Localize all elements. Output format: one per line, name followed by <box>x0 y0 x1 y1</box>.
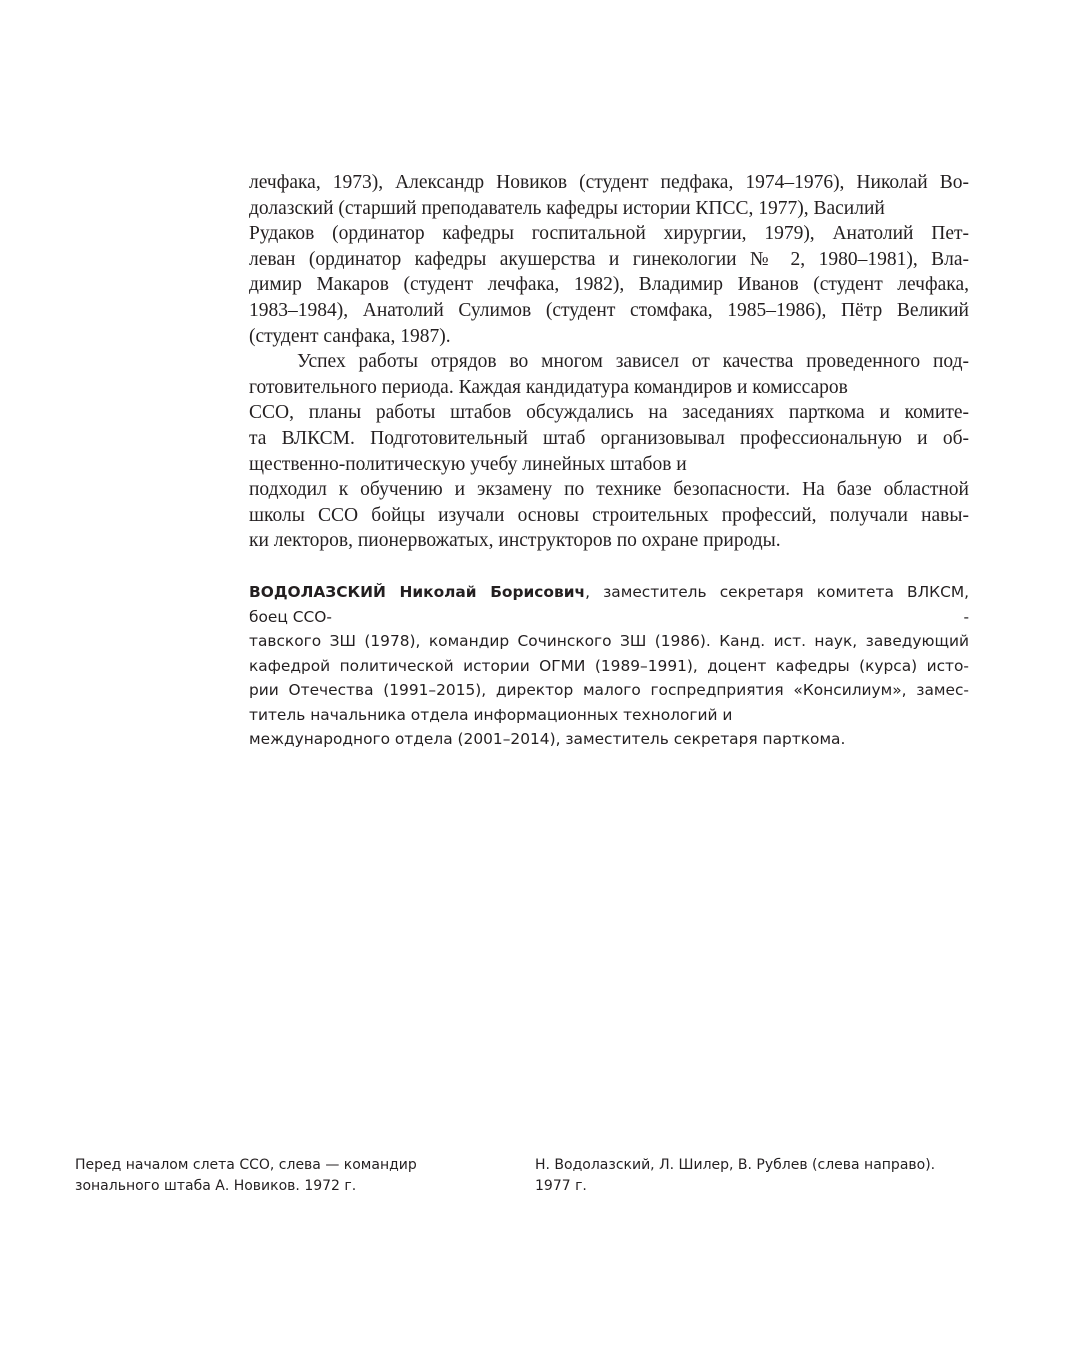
main-text-block <box>249 170 969 554</box>
text-line: Рудаков (ординатор кафедры госпитальной хирургии, 1979), Анатолий Пет- <box>249 223 969 245</box>
bio-hyphen: - <box>963 607 969 626</box>
text-line: леван (ординатор кафедры акушерства и гинекологии № 2, 1980–1981), Вла- <box>249 248 969 270</box>
photo-caption-left <box>75 1155 475 1197</box>
caption-line: Н. Водолазский, Л. Шилер, В. Рублев (слева направо). <box>535 1157 936 1173</box>
text-line: школы ССО бойцы изучали основы строительных профессий, получали навы- <box>249 504 969 526</box>
bio-line: рии Отечества (1991–2015), директор малого госпредприятия «Консилиум», замес- <box>249 681 969 699</box>
caption-line: Перед началом слета ССО, слева — командир <box>75 1157 417 1173</box>
bio-block <box>249 580 969 752</box>
bio-line: тавского ЗШ (1978), командир Сочинского ЗШ (1986). Канд. ист. наук, заведующий <box>249 632 969 650</box>
text-line: та ВЛКСМ. Подготовительный штаб организовывал профессиональную и об- <box>249 427 969 449</box>
text-line: 1983–1984), Анатолий Сулимов (студент стомфака, 1985–1986), Пётр Великий <box>249 299 969 321</box>
text-line: ССО, планы работы штабов обсуждались на заседаниях парткома и комите- <box>249 402 969 424</box>
bio-name: ВОДОЛАЗСКИЙ Николай Борисович <box>249 583 586 601</box>
text-line: готовительного периода. Каждая кандидатура командиров и комиссаров <box>249 376 848 398</box>
text-line: долазский (старший преподаватель кафедры истории КПСС, 1977), Василий <box>249 197 885 219</box>
text-line: димир Макаров (студент лечфака, 1982), Владимир Иванов (студент лечфака, <box>249 274 969 296</box>
photo-caption-right <box>535 1155 975 1197</box>
text-line: щественно-политическую учебу линейных штабов и <box>249 453 687 475</box>
bio-line: кафедрой политической истории ОГМИ (1989–1991), доцент кафедры (курса) исто- <box>249 656 969 675</box>
bio-text: , заместитель секретаря комитета ВЛКСМ, <box>585 583 970 601</box>
bio-line: международного отдела (2001–2014), заместитель секретаря парткома. <box>249 730 846 748</box>
text-line: лечфака, 1973), Александр Новиков (студент педфака, 1974–1976), Николай Во- <box>249 172 969 193</box>
bio-line: титель начальника отдела информационных технологий и <box>249 705 733 724</box>
bio-line <box>249 605 969 630</box>
bio-line <box>249 580 969 605</box>
text-line: Успех работы отрядов во многом зависел от качества проведенного под- <box>297 351 969 373</box>
caption-line: зонального штаба А. Новиков. 1972 г. <box>75 1178 357 1194</box>
text-line: (студент санфака, 1987). <box>249 325 451 347</box>
text-line: ки лекторов, пионервожатых, инструкторов по охране природы. <box>249 530 781 552</box>
text-line: подходил к обучению и экзамену по технике безопасности. На базе областной <box>249 479 969 501</box>
caption-line: 1977 г. <box>535 1178 587 1194</box>
bio-text: боец ССО- <box>249 607 332 626</box>
